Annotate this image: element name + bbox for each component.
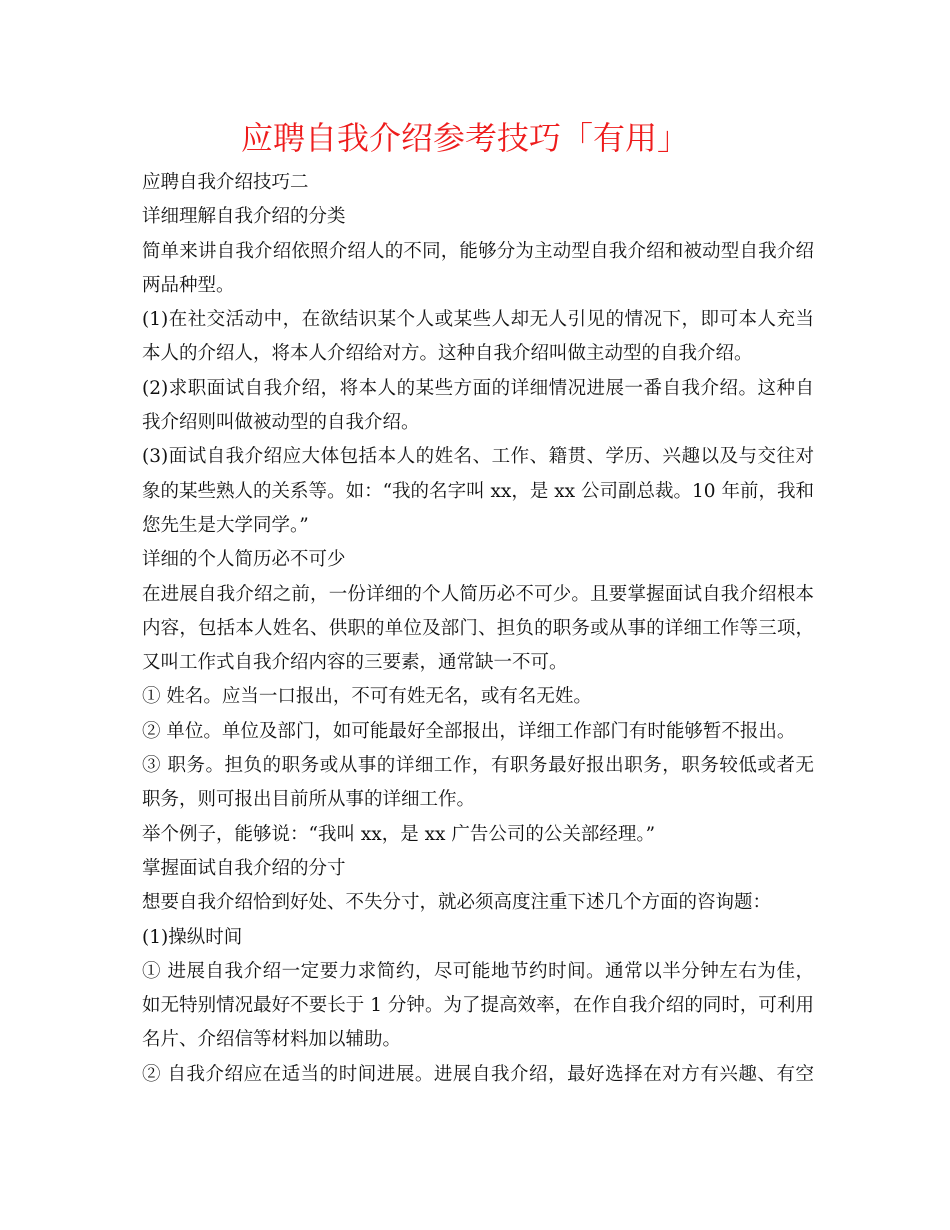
list-item-line: ② 自我介绍应在适当的时间进展。进展自我介绍，最好选择在对方有兴趣、有空 [142, 1063, 814, 1085]
document-title: 应聘自我介绍参考技巧「有用」 [240, 119, 689, 157]
paragraph-line: 我介绍则叫做被动型的自我介绍。 [142, 412, 420, 434]
paragraph-line: 您先生是大学同学。” [142, 514, 309, 536]
paragraph-line: 本人的介绍人，将本人介绍给对方。这种自我介绍叫做主动型的自我介绍。 [142, 343, 753, 365]
heading-line: 应聘自我介绍技巧二 [142, 172, 309, 193]
heading-line: 详细的个人简历必不可少 [142, 549, 346, 571]
list-item-line: ② 单位。单位及部门，如可能最好全部报出，详细工作部门有时能够暂不报出。 [142, 720, 796, 742]
paragraph-line: 象的某些熟人的关系等。如：“我的名字叫 xx，是 xx 公司副总裁。10 年前，我和 [142, 480, 814, 502]
heading-line: 详细理解自我介绍的分类 [142, 206, 346, 228]
heading-line: 掌握面试自我介绍的分寸 [142, 857, 346, 879]
list-item-line: 名片、介绍信等材料加以辅助。 [142, 1029, 402, 1051]
paragraph-line: (3)面试自我介绍应大体包括本人的姓名、工作、籍贯、学历、兴趣以及与交往对 [142, 446, 814, 468]
list-item-line: 职务，则可报出目前所从事的详细工作。 [142, 789, 476, 811]
paragraph-line: (1)在社交活动中，在欲结识某个人或某些人却无人引见的情况下，即可本人充当 [142, 309, 814, 331]
paragraph-line: 内容，包括本人姓名、供职的单位及部门、担负的职务或从事的详细工作等三项， [142, 617, 814, 639]
paragraph-line: 两品种型。 [142, 274, 235, 296]
paragraph-line: 举个例子，能够说：“我叫 xx，是 xx 广告公司的公关部经理。” [142, 823, 656, 845]
paragraph-line: 简单来讲自我介绍依照介绍人的不同，能够分为主动型自我介绍和被动型自我介绍 [142, 240, 814, 262]
document-body [142, 166, 814, 1092]
paragraph-line: 想要自我介绍恰到好处、不失分寸，就必须高度注重下述几个方面的咨询题： [142, 892, 772, 914]
paragraph-line: (2)求职面试自我介绍，将本人的某些方面的详细情况进展一番自我介绍。这种自 [142, 377, 814, 399]
list-item-line: 如无特别情况最好不要长于 1 分钟。为了提高效率，在作自我介绍的同时，可利用 [142, 995, 814, 1017]
paragraph-line: (1)操纵时间 [142, 926, 243, 948]
paragraph-line: 在进展自我介绍之前，一份详细的个人简历必不可少。且要掌握面试自我介绍根本 [142, 583, 814, 605]
paragraph-line: 又叫工作式自我介绍内容的三要素，通常缺一不可。 [142, 652, 568, 674]
list-item-line: ① 进展自我介绍一定要力求简约，尽可能地节约时间。通常以半分钟左右为佳， [142, 960, 814, 982]
list-item-line: ① 姓名。应当一口报出，不可有姓无名，或有名无姓。 [142, 686, 592, 708]
list-item-line: ③ 职务。担负的职务或从事的详细工作，有职务最好报出职务，职务较低或者无 [142, 755, 814, 777]
